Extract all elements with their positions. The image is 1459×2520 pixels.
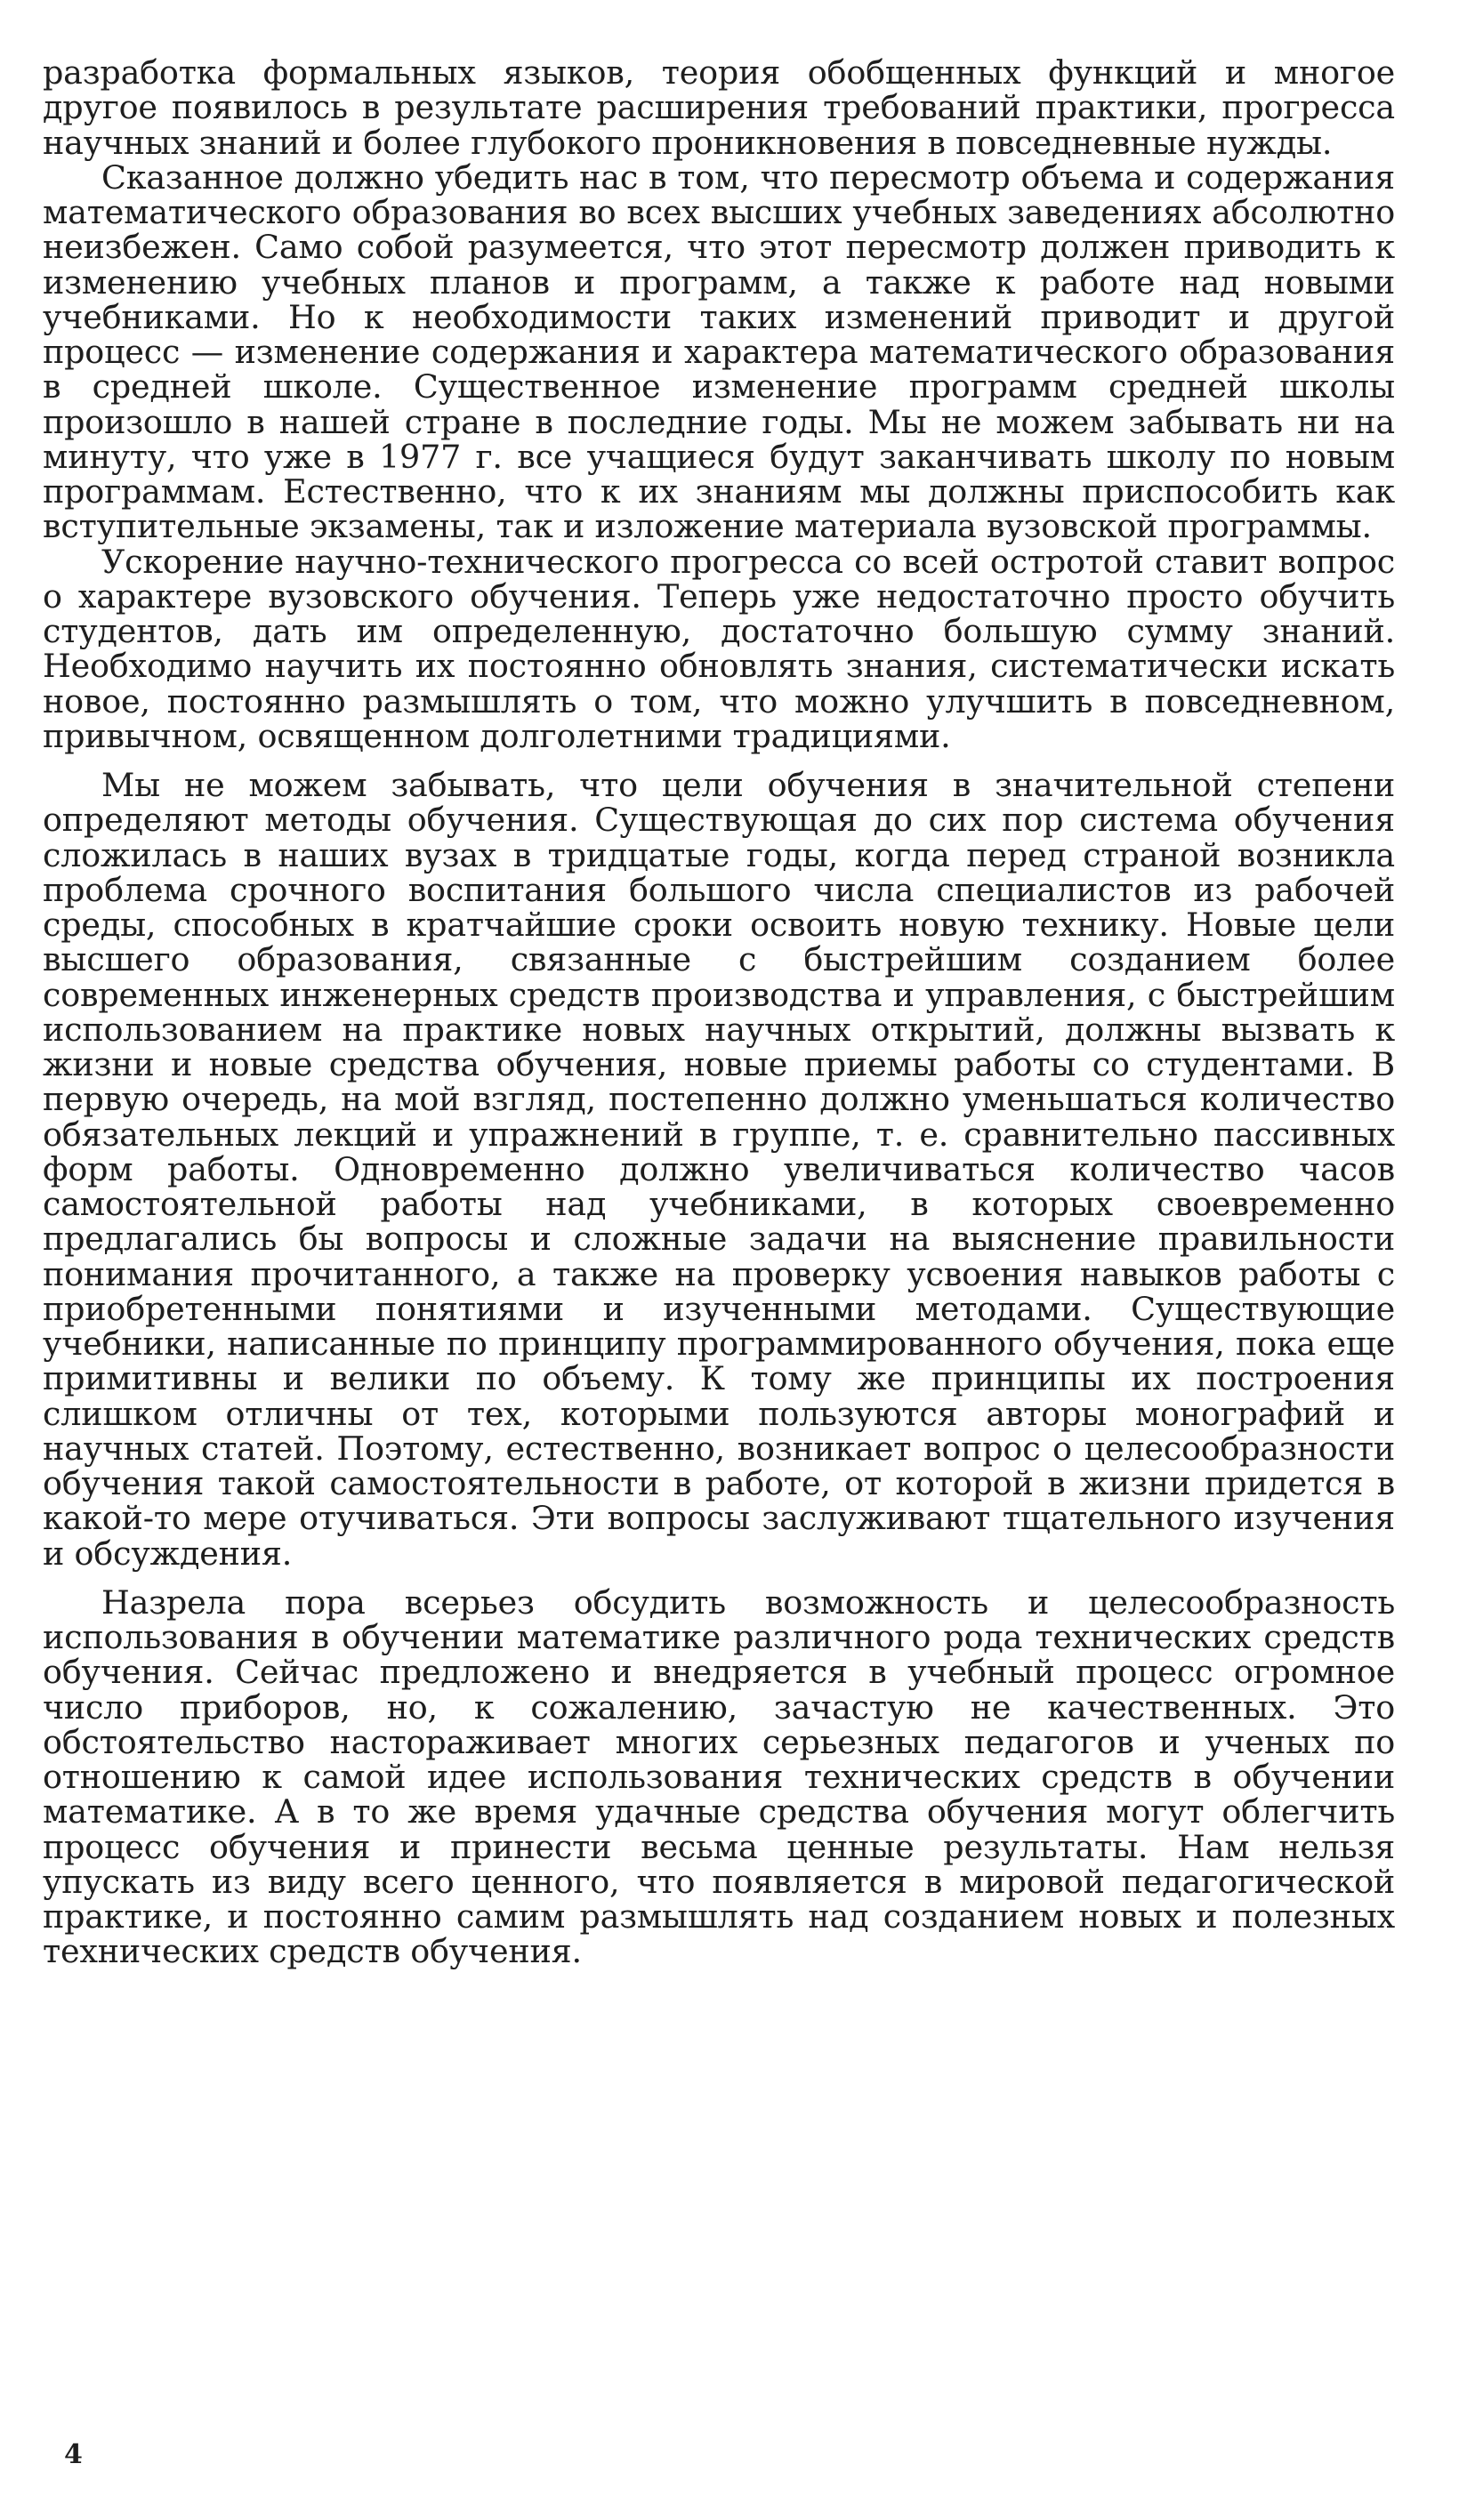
paragraph-curriculum-revision: Сказанное должно убедить нас в том, что пересмотр объема и содержания математического образования во всех высших учебных заведениях абсолютно неизбежен. Само собой разумеется, что этот пересмотр должен приводить к изменению учебных планов и программ, а также к работе над новыми учебниками. Но к необходимости таких изменений приводит и другой процесс — изменение содержания и характера математического образования в средней школе. Существенное изменение программ средней школы произошло в нашей стране в последние годы. Мы не можем забывать ни на минуту, что уже в 1977 г. все учащиеся будут заканчивать школу по новым программам. Естественно, что к их знаниям мы должны приспособить как вступительные экзамены, так и изложение материала вузовской программы. (43, 157, 1395, 546)
paragraph-continuation: разработка формальных языков, теория обобщенных функций и многое другое появилось в результате расширения требований практики, прогресса научных знаний и более глубокого проникновения в повседневные нужды. (43, 53, 1395, 162)
page-number: 4 (64, 2439, 83, 2470)
page-body (43, 55, 1395, 1969)
paragraph-scientific-progress: Ускорение научно-технического прогресса со всей остротой ставит вопрос о характере вузовского обучения. Теперь уже недостаточно просто обучить студентов, дать им определенную, достаточно большую сумму знаний. Необходимо научить их постоянно обновлять знания, систематически искать новое, постоянно размышлять о том, что можно улучшить в повседневном, привычном, освященном долголетними традициями. (43, 542, 1395, 755)
paragraph-teaching-methods: Мы не можем забывать, что цели обучения в значительной степени определяют методы обучения. Существующая до сих пор система обучения сложилась в наших вузах в тридцатые годы, когда перед страной возникла проблема срочного воспитания большого числа специалистов из рабочей среды, способных в кратчайшие сроки освоить новую технику. Новые цели высшего образования, связанные с быстрейшим созданием более современных инженерных средств производства и управления, с быстрейшим использованием на практике новых научных открытий, должны вызвать к жизни и новые средства обучения, новые приемы работы со студентами. В первую очередь, на мой взгляд, постепенно должно уменьшаться количество обязательных лекций и упражнений в группе, т. е. сравнительно пассивных форм работы. Одновременно должно увеличиваться количество часов самостоятельной работы над учебниками, в которых своевременно предлагались бы вопросы и сложные задачи на выяснение правильности понимания прочитанного, а также на проверку усвоения навыков работы с приобретенными понятиями и изученными методами. Существующие учебники, написанные по принципу программированного обучения, пока еще примитивны и велики по объему. К тому же принципы их построения слишком отличны от тех, которыми пользуются авторы монографий и научных статей. Поэтому, естественно, возникает вопрос о целесообразности обучения такой самостоятельности в работе, от которой в жизни придется в какой-то мере отучиваться. Эти вопросы заслуживают тщательного изучения и обсуждения. (43, 766, 1395, 1573)
paragraph-technical-means: Назрела пора всерьез обсудить возможность и целесообразность использования в обучении математике различного рода технических средств обучения. Сейчас предложено и внедряется в учебный процесс огромное число приборов, но, к сожалению, зачастую не качественных. Это обстоятельство настораживает многих серьезных педагогов и ученых по отношению к самой идее использования технических средств в обучении математике. А в то же время удачные средства обучения могут облегчить процесс обучения и принести весьма ценные результаты. Нам нельзя упускать из виду всего ценного, что появляется в мировой педагогической практике, и постоянно самим размышлять над созданием новых и полезных технических средств обучения. (43, 1582, 1395, 1971)
